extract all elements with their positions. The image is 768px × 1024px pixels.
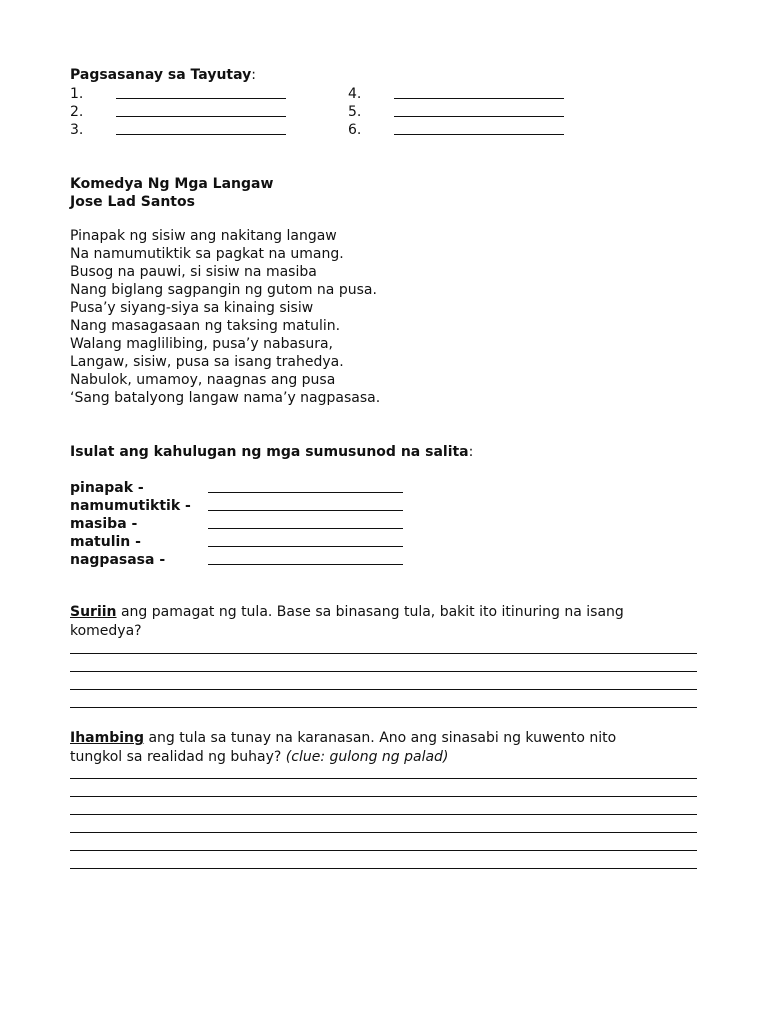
tayutay-colon: : xyxy=(251,67,256,83)
poem-line: Busog na pauwi, si sisiw na masiba xyxy=(70,264,317,280)
poem-line: Nabulok, umamoy, naagnas ang pusa xyxy=(70,372,336,388)
poem-line: Pinapak ng sisiw ang nakitang langaw xyxy=(70,228,337,244)
vocab-answer-blank xyxy=(208,510,403,511)
poem-author: Jose Lad Santos xyxy=(70,194,195,210)
vocab-word-matulin: matulin - xyxy=(70,534,141,550)
vocab-word-masiba: masiba - xyxy=(70,516,138,532)
poem-line: Nang masagasaan ng taksing matulin. xyxy=(70,318,341,334)
poem-line: Nang biglang sagpangin ng gutom na pusa. xyxy=(70,282,377,298)
answer-blank xyxy=(116,116,286,117)
poem-line: Pusa’y siyang-siya sa kinaing sisiw xyxy=(70,300,314,316)
question-clue: (clue: gulong ng palad) xyxy=(285,749,449,765)
item-number: 4. xyxy=(348,86,362,102)
vocab-answer-blank xyxy=(208,546,403,547)
vocab-answer-blank xyxy=(208,564,403,565)
item-number: 6. xyxy=(348,122,362,138)
answer-line xyxy=(70,796,697,797)
poem-line: Walang maglilibing, pusa’y nabasura, xyxy=(70,336,333,352)
answer-blank xyxy=(394,98,564,99)
tayutay-item-5 xyxy=(348,102,564,120)
answer-blank xyxy=(116,98,286,99)
vocab-word-namumutiktik: namumutiktik - xyxy=(70,498,191,514)
answer-line xyxy=(70,707,697,708)
question-text: ang tula sa tunay na karanasan. Ano ang sinasabi ng kuwento nito tungkol sa realidad ng buhay? xyxy=(70,730,617,765)
answer-line xyxy=(70,778,697,779)
answer-line xyxy=(70,832,697,833)
answer-line xyxy=(70,814,697,815)
item-number: 5. xyxy=(348,104,362,120)
question-suriin xyxy=(70,603,670,641)
tayutay-item-3 xyxy=(70,120,286,138)
question-text: ang pamagat ng tula. Base sa binasang tula, bakit ito itinuring na isang komedya? xyxy=(70,604,624,639)
vocabulary-instruction xyxy=(70,443,473,461)
poem-title: Komedya Ng Mga Langaw xyxy=(70,176,274,192)
question-ihambing xyxy=(70,729,670,767)
tayutay-title-text: Pagsasanay sa Tayutay xyxy=(70,67,252,83)
poem-line: Langaw, sisiw, pusa sa isang trahedya. xyxy=(70,354,344,370)
vocab-answer-blank xyxy=(208,528,403,529)
question-keyword: Ihambing xyxy=(70,730,145,746)
vocab-answer-blank xyxy=(208,492,403,493)
answer-line xyxy=(70,653,697,654)
item-number: 3. xyxy=(70,122,84,138)
answer-line xyxy=(70,689,697,690)
answer-blank xyxy=(394,116,564,117)
answer-line xyxy=(70,671,697,672)
tayutay-item-1 xyxy=(70,84,286,102)
answer-blank xyxy=(116,134,286,135)
poem-body xyxy=(70,227,380,407)
tayutay-item-4 xyxy=(348,84,564,102)
tayutay-title xyxy=(70,66,256,84)
question-keyword: Suriin xyxy=(70,604,117,620)
vocabulary-instruction-text: Isulat ang kahulugan ng mga sumusunod na salita xyxy=(70,444,469,460)
vocabulary-colon: : xyxy=(468,444,474,460)
poem-line: Na namumutiktik sa pagkat na umang. xyxy=(70,246,344,262)
tayutay-item-2 xyxy=(70,102,286,120)
item-number: 2. xyxy=(70,104,84,120)
vocab-word-nagpasasa: nagpasasa - xyxy=(70,552,166,568)
answer-line xyxy=(70,850,697,851)
tayutay-item-6 xyxy=(348,120,564,138)
poem-line: ‘Sang batalyong langaw nama’y nagpasasa. xyxy=(70,390,381,406)
item-number: 1. xyxy=(70,86,84,102)
answer-line xyxy=(70,868,697,869)
vocab-word-pinapak: pinapak - xyxy=(70,480,144,496)
answer-blank xyxy=(394,134,564,135)
